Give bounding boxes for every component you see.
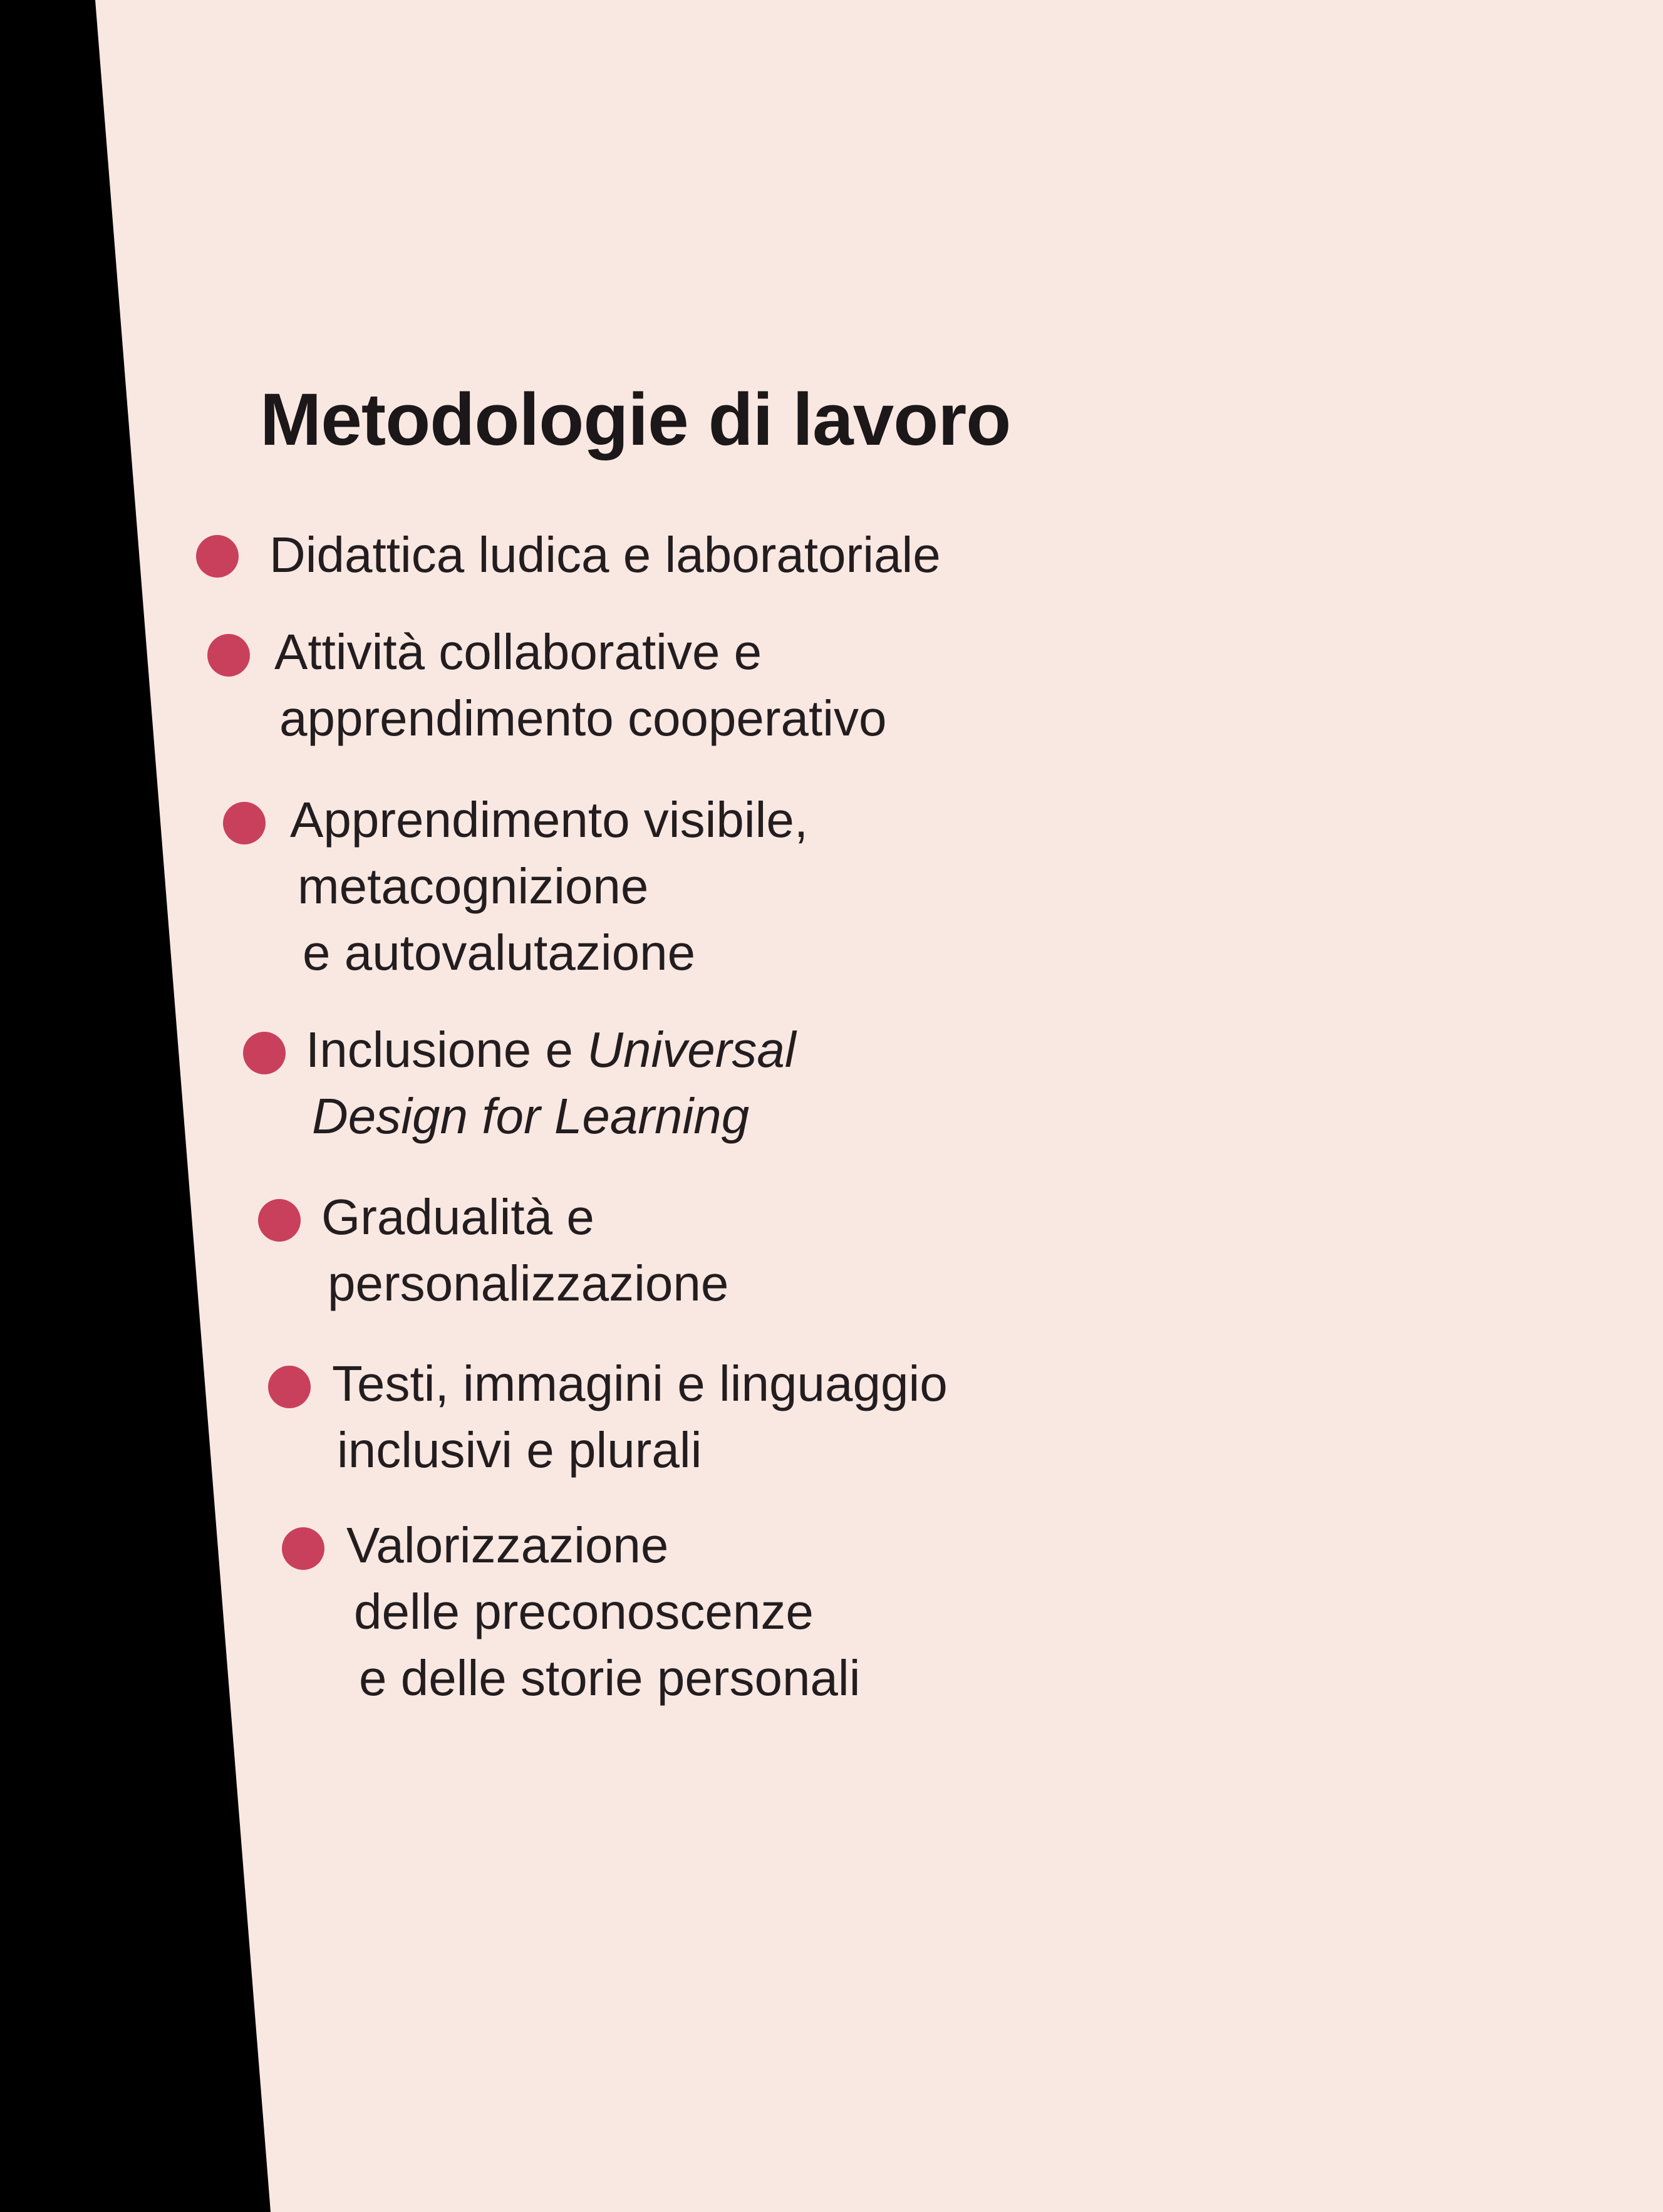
bullet-icon	[243, 1032, 286, 1074]
bullet-icon	[196, 535, 239, 578]
list-item-italic-text: Universal	[587, 1022, 796, 1077]
list-item	[346, 1512, 860, 1711]
bullet-icon	[282, 1527, 324, 1570]
list-item-line: e autovalutazione	[303, 925, 696, 980]
list-item-line: personalizzazione	[328, 1255, 729, 1311]
list-item-line: apprendimento cooperativo	[279, 690, 887, 746]
list-item	[321, 1184, 728, 1317]
list-item-line: Design for Learning	[312, 1088, 750, 1144]
list-item-line: Gradualità e	[321, 1189, 594, 1245]
list-item-line: inclusivi e plurali	[337, 1422, 702, 1478]
list-item-line: Didattica ludica e laboratoriale	[269, 527, 941, 583]
list-item-line: delle preconoscenze	[354, 1584, 814, 1639]
list-item-line: Valorizzazione	[346, 1517, 669, 1573]
list-item-line: Attività collaborative e	[274, 624, 762, 680]
list-item	[274, 619, 887, 752]
list-item	[332, 1351, 948, 1483]
list-item	[269, 522, 941, 588]
list-item-line: Testi, immagini e linguaggio	[332, 1356, 948, 1411]
list-item	[290, 787, 808, 986]
black-edge-polygon	[0, 0, 271, 2212]
list-item	[306, 1017, 796, 1150]
bullet-icon	[207, 634, 250, 677]
page-title: Metodologie di lavoro	[260, 378, 1011, 461]
bullet-icon	[268, 1366, 311, 1408]
bullet-icon	[223, 802, 266, 844]
list-item-line: e delle storie personali	[359, 1650, 861, 1706]
list-item-line	[306, 1017, 796, 1083]
list-item-line: metacognizione	[298, 858, 649, 914]
list-item-text: Inclusione e	[306, 1022, 588, 1077]
bullet-icon	[258, 1199, 301, 1242]
list-item-line: Apprendimento visibile,	[290, 792, 809, 848]
